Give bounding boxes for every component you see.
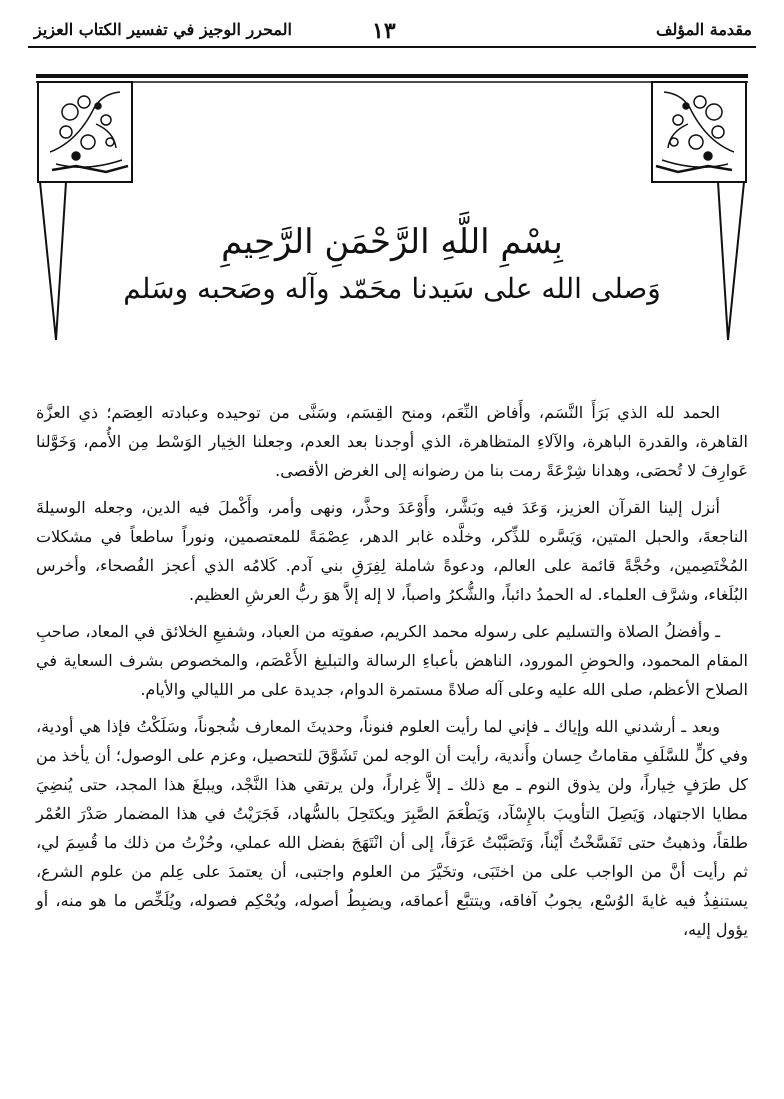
paragraph: الحمد لله الذي بَرَأَ النَّسَم، وأَفاض النِّعَم، ومنح القِسَم، وسَنَّى من توحيده وعبادته العِصَم؛ ذي العزَّة القاهرة، والقدرة الباهرة، والآلاءِ المتظاهرة، الذي أوجدنا بعد العدم، وجعلنا الخِيار الوَسْط مِن الأُمم، وَخَوَّلنا عَوارِفَ لا تُحصَى، وهدانا شِرْعَةً رمت بنا من رضوانه إلى الغرض الأقصى. bbox=[36, 403, 748, 480]
paragraph: أنزل إلينا القرآن العزيز، وَعَدَ فيه وبَشَّر، وأَوْعَدَ وحذَّر، ونهى وأمر، وأَكْملَ فيه الدين، وجعله الوسيلةَ الناجعةَ، والحبل المتين، وَيَسَّره للذِّكر، وخلَّده غابر الدهر، عِصْمَةً للمعتصمين، ونوراً ساطعاً في مشكلات المُخْتَصِمين، وحُجَّةً قائمة على العالم، ودعوةً شاملة لِفِرَقِ بني آدم. كَلامُه الذي أعجز الفُصحاء، وأخرس البُلَغاء، وشرَّف العلماء. له الحمدُ دائباً، والشُّكرُ واصباً، لا إله إلاَّ هوَ ربُّ العرشِ العظيم. bbox=[36, 498, 748, 604]
basmala: بِسْمِ اللَّهِ الرَّحْمَنِ الرَّحِيمِ bbox=[221, 222, 563, 262]
floral-ornament-left bbox=[50, 92, 128, 172]
paragraph: ـ وأفضلُ الصلاة والتسليم على رسوله محمد الكريم، صفوتِه من العباد، وشفيعِ الخلائق في المعاد، صاحبِ المقام المحمود، والحوضِ المورود، الناهض بأعباءِ الرسالة والتبليغ الأَعْصَم، والمخصوص بشرف السعاية في الصلاح الأعظم، صلى الله عليه وعلى آله صلاةً مستمرة الدوام، جديدة على مر الليالي والأيام. bbox=[36, 622, 748, 699]
paragraph: وبعد ـ أرشدني الله وإياك ـ فإني لما رأيت العلوم فنوناً، وحديثَ المعارف شُجوناً، وسَلَكْتُ فإذا هي أودية، وفي كلٍّ للسَّلَفِ مقاماتُ حِسان وأَندية، رأيت أن الوجه لمن تَشَوَّقَ للتحصيل، وعزم على الوصول؛ أن يأخذ من كل طرَفٍ خِياراً، ولن يذوق النوم ـ مع ذلك ـ إلاَّ غِراراً، ولن يرتقي هذا النَّجْد، ويبلغَ هذا المجد، حتى يُنضِيَ مطايا الاجتهاد، وَيَصِلَ التأويبَ بالإِسْآد، وَيَطْعَمَ الصَّبِرَ ويكتَحِلَ بالسُّهاد، فَجَرَيْتُ في هذا المضمار صَدْرَ العُمْر طلقاً، وذهبتُ حتى تَفَسَّخْتُ أَيْناً، وَتَصَبَّبْتُ عَرَقاً، إلى أن انْتَهَجَ بفضل الله عملي، وحُزْتُ من ذلك ما قُسِمَ لي، ثم رأيت أنَّ من الواجب على من اختَبَى، وتخَيَّرَ من العلوم واجتبى، أن يعتمدَ على عِلم من علوم الشرع، يستنفِذُ فيه غايةَ الوُسْع، يجوبُ آفاقه، ويتتبَّع أعماقه، ويضبِطُ أصوله، ويُحْكِم فصوله، ويُلَخِّص ما هو منه، أو يؤول إليه، bbox=[36, 717, 748, 939]
body-text bbox=[36, 398, 748, 952]
book-title: المحرر الوجيز في تفسير الكتاب العزيز bbox=[34, 20, 292, 39]
floral-ornament-right bbox=[656, 92, 734, 172]
running-header bbox=[28, 20, 756, 48]
salutation-line: وَصلى الله على سَيدنا محَمّد وآله وصَحبه وسَلم bbox=[123, 272, 661, 305]
section-title: مقدمة المؤلف bbox=[655, 20, 752, 39]
page-number: ١٣ bbox=[372, 18, 396, 44]
